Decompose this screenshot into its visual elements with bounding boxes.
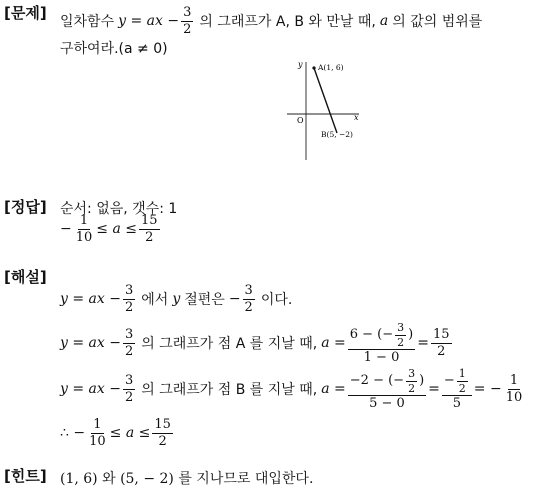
fraction-numerator: 1 (509, 373, 519, 389)
fraction-numerator: 3 (124, 283, 134, 298)
solution-var-y: y (172, 291, 181, 308)
solution-ineq: ≤ a ≤ (109, 425, 151, 442)
fraction-1-10 (87, 418, 108, 448)
fraction-denominator: 5 − 0 (369, 396, 405, 412)
fraction-numerator: 3 (183, 5, 192, 20)
numerator-text: −2 − (− (349, 373, 405, 389)
slope-fraction-a (348, 322, 415, 365)
problem-line-1 (60, 6, 482, 36)
fraction-denominator: 2 (437, 343, 446, 359)
solution-text: 의 그래프가 점 A 를 지날 때, (141, 336, 318, 353)
solution-a-eq: a = (321, 381, 346, 398)
numerator-text: 6 − (− (349, 327, 394, 343)
fraction-numerator: 3 (124, 327, 134, 343)
solution-line-2 (60, 322, 454, 365)
fraction-numerator (348, 368, 426, 396)
fraction-numerator: 1 (458, 367, 466, 380)
solution-label: [해설] (4, 268, 47, 286)
fraction-numerator: 3 (244, 283, 253, 298)
solution-line-1 (60, 284, 292, 314)
fraction-denominator: 2 (124, 343, 134, 359)
fraction-15-2 (152, 418, 173, 448)
fraction-numerator: 3 (124, 373, 134, 389)
point-b-label: B(5, −2) (321, 130, 353, 139)
fraction-1-10 (74, 214, 95, 244)
fraction-denominator: 2 (244, 299, 253, 315)
numerator-close: ) (419, 373, 425, 389)
fraction-3-2 (123, 374, 135, 404)
fraction-denominator: 2 (124, 299, 134, 315)
problem-text-c: 의 값의 범위를 (392, 14, 483, 31)
fraction-3-2 (243, 284, 255, 314)
fraction-15-2 (431, 328, 452, 358)
answer-ineq: ≤ a ≤ (96, 221, 137, 238)
fraction-denominator: 2 (145, 229, 154, 245)
fraction-3-2 (406, 368, 417, 394)
fraction-1-10 (504, 374, 525, 404)
fraction-3-2 (123, 328, 135, 358)
problem-line-2: 구하여라.(a ≠ 0) (60, 41, 168, 57)
solution-text: 의 그래프가 점 B 를 지날 때, (141, 382, 318, 399)
fraction-denominator: 2 (183, 21, 192, 37)
x-axis-label: x (354, 113, 359, 122)
problem-label: [문제] (4, 4, 47, 22)
fraction-numerator (348, 322, 415, 350)
solution-neg: − (228, 291, 241, 308)
equals-sign: = (428, 381, 440, 398)
hint-label: [힌트] (4, 467, 47, 485)
fraction-3-2 (395, 322, 406, 348)
answer-meta: 순서: 없음, 갯수: 1 (60, 201, 178, 217)
solution-line-3 (60, 368, 526, 411)
fraction-3-2 (123, 284, 135, 314)
fraction-15-2 (139, 214, 160, 244)
answer-range (60, 214, 162, 244)
point-a-label: A(1, 6) (318, 63, 344, 72)
slope-fraction-b (348, 368, 426, 411)
fraction-denominator: 2 (397, 335, 405, 349)
fraction-numerator: 15 (154, 417, 171, 432)
solution-eq: y = ax − (60, 291, 121, 308)
fraction-denominator: 2 (124, 389, 134, 405)
solution-a-eq: a = (321, 335, 346, 352)
fraction-3-2 (181, 6, 193, 36)
fraction-denominator: 2 (158, 433, 167, 449)
solution-eq: y = ax − (60, 335, 121, 352)
hint-text: (1, 6) 와 (5, − 2) 를 지나므로 대입한다. (60, 471, 314, 487)
fraction-denominator: 10 (505, 389, 523, 405)
fraction-denominator: 1 − 0 (363, 350, 400, 366)
compound-fraction (442, 368, 472, 411)
solution-text: 절편은 (184, 292, 225, 309)
fraction-numerator (442, 368, 472, 396)
fraction-numerator: 3 (408, 367, 416, 380)
solution-text: 이다. (260, 292, 293, 309)
fraction-numerator: 1 (79, 213, 89, 228)
numerator-close: ) (408, 327, 414, 343)
segment-ab (314, 68, 337, 133)
numerator-neg: − (443, 373, 455, 389)
equals-neg: = − (473, 381, 502, 398)
fraction-denominator: 2 (408, 381, 416, 395)
fraction-numerator: 3 (397, 321, 405, 334)
problem-equation-lhs: y = ax − (118, 13, 180, 30)
fraction-denominator: 2 (458, 381, 466, 395)
fraction-denominator: 10 (89, 433, 106, 449)
solution-eq: y = ax − (60, 381, 121, 398)
fraction-denominator: 10 (75, 229, 93, 245)
problem-graph (283, 58, 363, 163)
origin-label: O (297, 116, 304, 125)
problem-text-b: 의 그래프가 A, B 와 만날 때, (199, 14, 376, 31)
answer-label: [정답] (4, 198, 47, 216)
solution-text: 에서 (141, 292, 169, 309)
fraction-numerator: 15 (141, 213, 158, 228)
problem-text-a: 일차함수 (60, 14, 115, 31)
solution-line-4 (60, 418, 175, 448)
fraction-1-2 (457, 368, 468, 394)
problem-var-a: a (379, 13, 389, 30)
equals-sign: = (417, 335, 429, 352)
y-axis-label: y (298, 60, 303, 69)
fraction-denominator: 5 (452, 396, 461, 412)
answer-neg: − (60, 221, 72, 238)
therefore-sign: ∴ − (60, 425, 86, 442)
fraction-numerator: 1 (93, 417, 102, 432)
fraction-numerator: 15 (432, 327, 450, 343)
point-a-marker (312, 66, 315, 69)
